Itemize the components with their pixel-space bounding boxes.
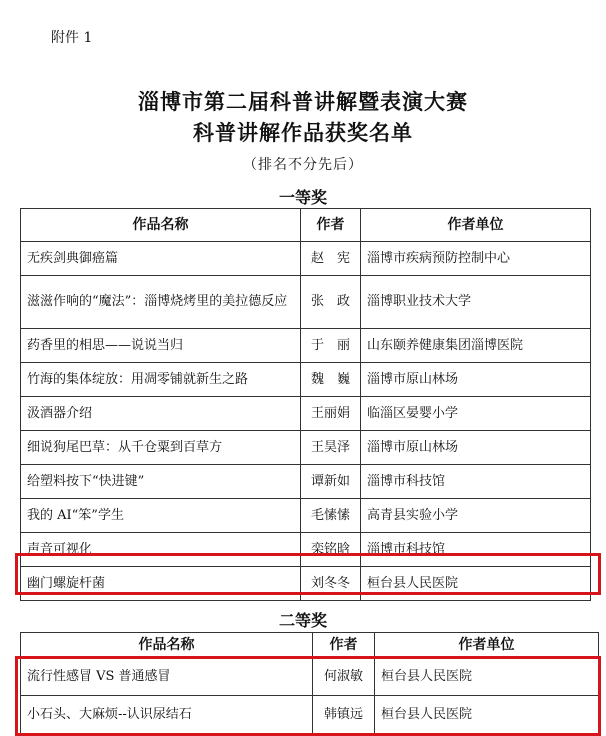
cell-unit: 高青县实验小学 xyxy=(361,499,591,533)
table-row xyxy=(21,242,591,276)
header-work: 作品名称 xyxy=(21,209,301,242)
table-row xyxy=(21,363,591,397)
cell-unit: 淄博市原山林场 xyxy=(361,431,591,465)
cell-work: 声音可视化 xyxy=(21,533,301,567)
attachment-label: 附件 1 xyxy=(51,30,93,46)
table-header-row xyxy=(21,633,599,658)
table-row xyxy=(21,533,591,567)
cell-author: 毛愫愫 xyxy=(301,499,361,533)
header-work: 作品名称 xyxy=(21,633,313,658)
cell-author: 赵 宪 xyxy=(301,242,361,276)
cell-work: 我的 AI“笨”学生 xyxy=(21,499,301,533)
header-unit: 作者单位 xyxy=(361,209,591,242)
table-row xyxy=(21,329,591,363)
cell-unit: 临淄区晏婴小学 xyxy=(361,397,591,431)
cell-author: 于 丽 xyxy=(301,329,361,363)
cell-author: 张 政 xyxy=(301,276,361,329)
table-row xyxy=(21,567,591,601)
cell-unit: 淄博市疾病预防控制中心 xyxy=(361,242,591,276)
table-row xyxy=(21,658,599,696)
doc-title-line2: 科普讲解作品获奖名单 xyxy=(193,120,413,145)
header-author: 作者 xyxy=(313,633,375,658)
cell-work: 小石头、大麻烦--认识尿结石 xyxy=(21,696,313,734)
table-row xyxy=(21,465,591,499)
cell-author: 栾铭晗 xyxy=(301,533,361,567)
cell-work: 细说狗尾巴草：从千仓粟到百草方 xyxy=(21,431,301,465)
cell-author: 魏 巍 xyxy=(301,363,361,397)
cell-work: 无疾剑典御癌篇 xyxy=(21,242,301,276)
table-row xyxy=(21,397,591,431)
cell-unit: 桓台县人民医院 xyxy=(375,696,599,734)
cell-unit: 淄博市科技馆 xyxy=(361,465,591,499)
cell-author: 王昊泽 xyxy=(301,431,361,465)
first-prize-table xyxy=(20,208,591,601)
first-prize-heading: 一等奖 xyxy=(278,188,327,207)
header-author: 作者 xyxy=(301,209,361,242)
table-header-row xyxy=(21,209,591,242)
table-row xyxy=(21,499,591,533)
cell-work: 药香里的相思——说说当归 xyxy=(21,329,301,363)
doc-title-line1: 淄博市第二届科普讲解暨表演大赛 xyxy=(138,89,468,114)
cell-unit: 淄博市原山林场 xyxy=(361,363,591,397)
second-prize-heading: 二等奖 xyxy=(278,611,327,630)
cell-unit: 山东颐养健康集团淄博医院 xyxy=(361,329,591,363)
cell-work: 流行性感冒 VS 普通感冒 xyxy=(21,658,313,696)
cell-author: 韩镇远 xyxy=(313,696,375,734)
cell-unit: 淄博职业技术大学 xyxy=(361,276,591,329)
cell-work: 滋滋作响的“魔法”：淄博烧烤里的美拉德反应 xyxy=(21,276,301,329)
cell-author: 刘冬冬 xyxy=(301,567,361,601)
cell-unit: 桓台县人民医院 xyxy=(375,658,599,696)
second-prize-table xyxy=(20,632,599,734)
table-row xyxy=(21,696,599,734)
cell-work: 竹海的集体绽放：用凋零铺就新生之路 xyxy=(21,363,301,397)
cell-work: 幽门螺旋杆菌 xyxy=(21,567,301,601)
header-unit: 作者单位 xyxy=(375,633,599,658)
cell-work: 给塑料按下“快进键” xyxy=(21,465,301,499)
cell-author: 谭新如 xyxy=(301,465,361,499)
ranking-note: （排名不分先后） xyxy=(243,157,363,173)
cell-author: 王丽娟 xyxy=(301,397,361,431)
table-row xyxy=(21,431,591,465)
cell-unit: 桓台县人民医院 xyxy=(361,567,591,601)
cell-author: 何淑敏 xyxy=(313,658,375,696)
table-row xyxy=(21,276,591,329)
cell-unit: 淄博市科技馆 xyxy=(361,533,591,567)
cell-work: 汲酒器介绍 xyxy=(21,397,301,431)
